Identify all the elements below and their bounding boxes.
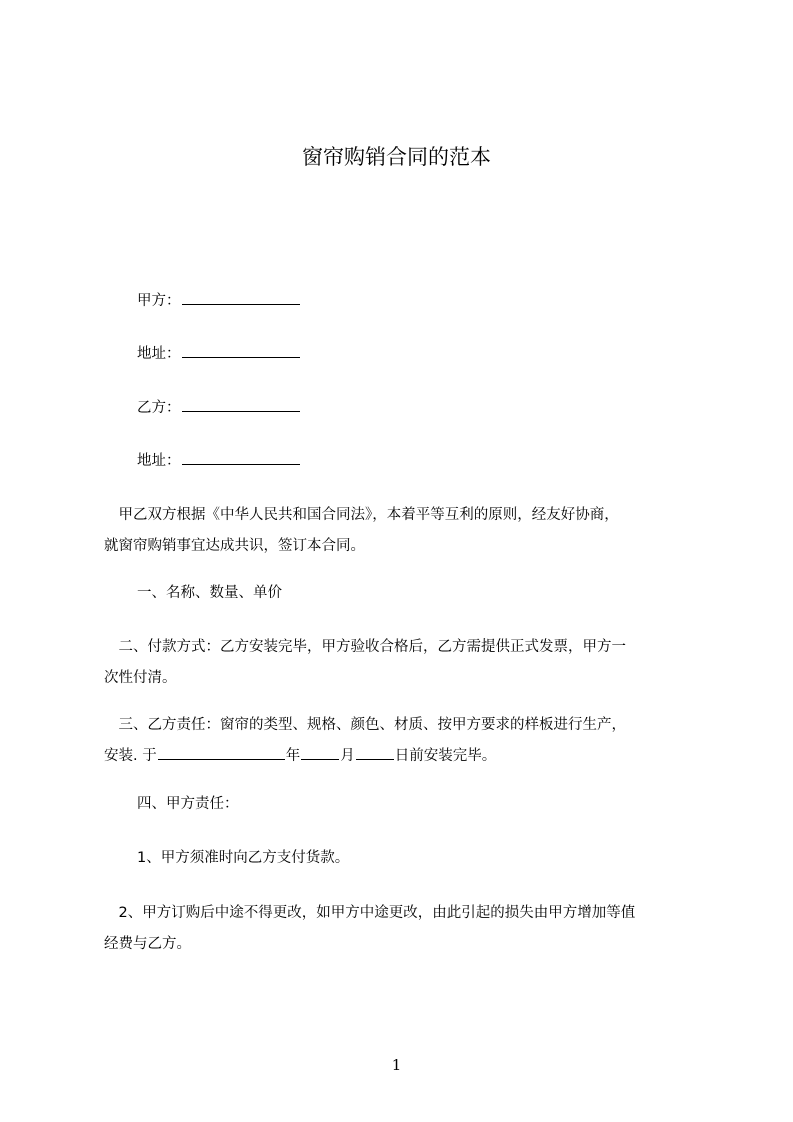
section-2-line-2: 次性付清。 bbox=[104, 670, 177, 686]
party-b-address-line bbox=[137, 446, 747, 477]
section-3-line-1: 三、乙方责任：窗帘的类型、规格、颜色、材质、按甲方要求的样板进行生产， bbox=[104, 717, 626, 733]
document-title: 窗帘购销合同的范本 bbox=[302, 145, 491, 169]
page-number: 1 bbox=[391, 1056, 402, 1074]
party-a-address-line bbox=[137, 339, 747, 370]
install-day-blank[interactable] bbox=[356, 744, 394, 760]
section-2-paragraph bbox=[104, 632, 714, 694]
item-2-line-1: 2、甲方订购后中途不得更改，如甲方中途更改，由此引起的损失由甲方增加等值 bbox=[104, 905, 636, 921]
section-4-item-1: 1、甲方须准时向乙方支付货款。 bbox=[137, 850, 350, 866]
install-year-blank[interactable] bbox=[158, 744, 285, 760]
party-b-address-blank[interactable] bbox=[182, 449, 300, 465]
party-b-line bbox=[137, 393, 747, 424]
party-b-label: 乙方： bbox=[137, 400, 181, 416]
party-b-blank[interactable] bbox=[182, 396, 300, 412]
party-a-label: 甲方： bbox=[137, 293, 181, 309]
item-2-line-2: 经费与乙方。 bbox=[104, 936, 191, 952]
party-a-address-label: 地址： bbox=[137, 346, 181, 362]
month-label: 月 bbox=[340, 748, 355, 764]
year-label: 年 bbox=[285, 748, 301, 764]
intro-paragraph bbox=[104, 500, 714, 562]
day-label: 日前安装完毕。 bbox=[394, 748, 497, 764]
section-4-heading: 四、甲方责任： bbox=[137, 796, 239, 812]
section-2-line-1: 二、付款方式：乙方安装完毕，甲方验收合格后，乙方需提供正式发票，甲方一 bbox=[104, 639, 626, 655]
section-3-line-2 bbox=[104, 741, 714, 772]
intro-line-2: 就窗帘购销事宜达成共识，签订本合同。 bbox=[104, 538, 365, 554]
party-a-line bbox=[137, 286, 747, 317]
section-1-heading: 一、名称、数量、单价 bbox=[137, 585, 282, 601]
section-4-item-2 bbox=[104, 898, 714, 960]
section-3-paragraph bbox=[104, 710, 714, 772]
party-b-address-label: 地址： bbox=[137, 453, 181, 469]
intro-line-1: 甲乙双方根据《中华人民共和国合同法》，本着平等互利的原则，经友好协商， bbox=[104, 507, 619, 523]
party-a-blank[interactable] bbox=[182, 289, 300, 305]
install-month-blank[interactable] bbox=[301, 744, 339, 760]
party-a-address-blank[interactable] bbox=[182, 342, 300, 358]
install-label: 安装. 于 bbox=[104, 748, 157, 764]
